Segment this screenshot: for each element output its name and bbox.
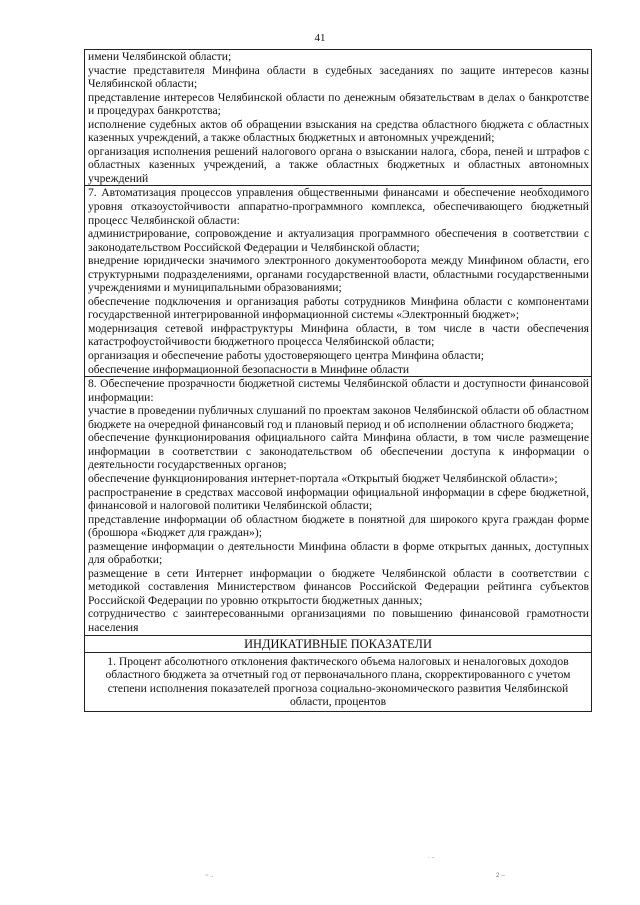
page-number: 41: [314, 32, 326, 44]
task-7-item: обеспечение подключения и организация работы сотрудников Минфина области с компонентами государственной интегрированной информационной системы «Электронный бюджет»;: [88, 294, 589, 322]
task-8-item: участие в проведении публичных слушаний по проектам законов Челябинской области об областном бюджете на очередной финансовый год и плановый период и об исполнении областного бюджета;: [88, 404, 589, 431]
task-7-item: администрирование, сопровождение и актуализация программного обеспечения в соответствии с законодательством Российской Федерации и Челябинской области;: [88, 227, 589, 254]
scan-mark: . ..: [428, 854, 435, 860]
task-8-item: обеспечение функционирования интернет-портала «Открытый бюджет Челябинской области»;: [88, 471, 558, 485]
task-8-cell: [85, 376, 591, 634]
task-7-cell: [85, 185, 591, 376]
task-8-item: представление информации об областном бюджете в понятной для широкого круга граждан форме (брошюра «Бюджет для граждан»);: [88, 512, 589, 540]
task-7-item: организация и обеспечение работы удостоверяющего центра Минфина области;: [88, 349, 484, 363]
task-8-item: распространение в средствах массовой информации официальной информации в сфере бюджетной, финансовой и налоговой политики Челябинской области;: [88, 485, 589, 513]
continuation-paragraph: имени Челябинской области;: [88, 50, 232, 63]
continuation-paragraph: участие представителя Минфина области в судебных заседаниях по защите интересов казны Челябинской области;: [88, 63, 589, 91]
objectives-table: [84, 49, 592, 712]
task-7-item: обеспечение информационной безопасности в Минфине области: [88, 362, 410, 376]
task-7-item: внедрение юридически значимого электронного документооборота между Минфином области, его структурными подразделениями, органами государственной власти, областными государственными учреждениями и муниципальными образованиями;: [88, 254, 589, 295]
task-7-item: модернизация сетевой инфраструктуры Минфина области, в том числе в части обеспечения катастрофоустойчивости бюджетного процесса Челябинской области;: [88, 321, 589, 349]
continuation-paragraph: исполнение судебных актов об обращении взыскания на средства областного бюджета с областных казенных учреждений, а также областных бюджетных и автономных учреждений;: [88, 117, 589, 145]
task-8-item: размещение информации о деятельности Минфина области в форме открытых данных, доступных для обработки;: [88, 539, 589, 567]
continuation-paragraph: организация исполнения решений налогового органа о взыскании налога, сбора, пеней и штрафов с областных казенных учреждений, а также областных бюджетных и областных автономных учреждений: [88, 144, 589, 185]
continuation-paragraph: представление интересов Челябинской области по денежным обязательствам в делах о банкротстве и процедурах банкротства;: [88, 90, 589, 118]
scan-mark: ~ ..: [205, 873, 214, 879]
indicators-header: ИНДИКАТИВНЫЕ ПОКАЗАТЕЛИ: [85, 635, 591, 652]
scan-mark: 2 --: [496, 873, 505, 879]
task-8-title: 8. Обеспечение прозрачности бюджетной системы Челябинской области и доступности финансовой информации:: [88, 377, 589, 404]
continuation-cell: [85, 50, 591, 185]
scan-artifacts: [0, 854, 640, 881]
task-7-title: 7. Автоматизация процессов управления общественными финансами и обеспечение необходимого уровня отказоустойчивости аппаратно-программного комплекса, обеспечивающего бюджетный процесс Челябинской области:: [88, 186, 589, 227]
task-8-item: сотрудничество с заинтересованными организациями по повышению финансовой грамотности населения: [88, 607, 589, 634]
indicator-item: 1. Процент абсолютного отклонения фактического объема налоговых и неналоговых доходов областного бюджета за отчетный год от первоначального плана, скорректированного с учетом степени исполнения показателей прогноза социально-экономического развития Челябинской области, процентов: [85, 652, 591, 711]
task-8-item: обеспечение функционирования официального сайта Минфина области, в том числе размещение информации в соответствии с законодательством об обеспечении доступа к информации о деятельности государственных органов;: [88, 431, 589, 472]
task-8-item: размещение в сети Интернет информации о бюджете Челябинской области в соответствии с методикой составления Министерством финансов Российской Федерации рейтинга субъектов Российской Федерации по уровню открытости бюджетных данных;: [88, 566, 589, 607]
